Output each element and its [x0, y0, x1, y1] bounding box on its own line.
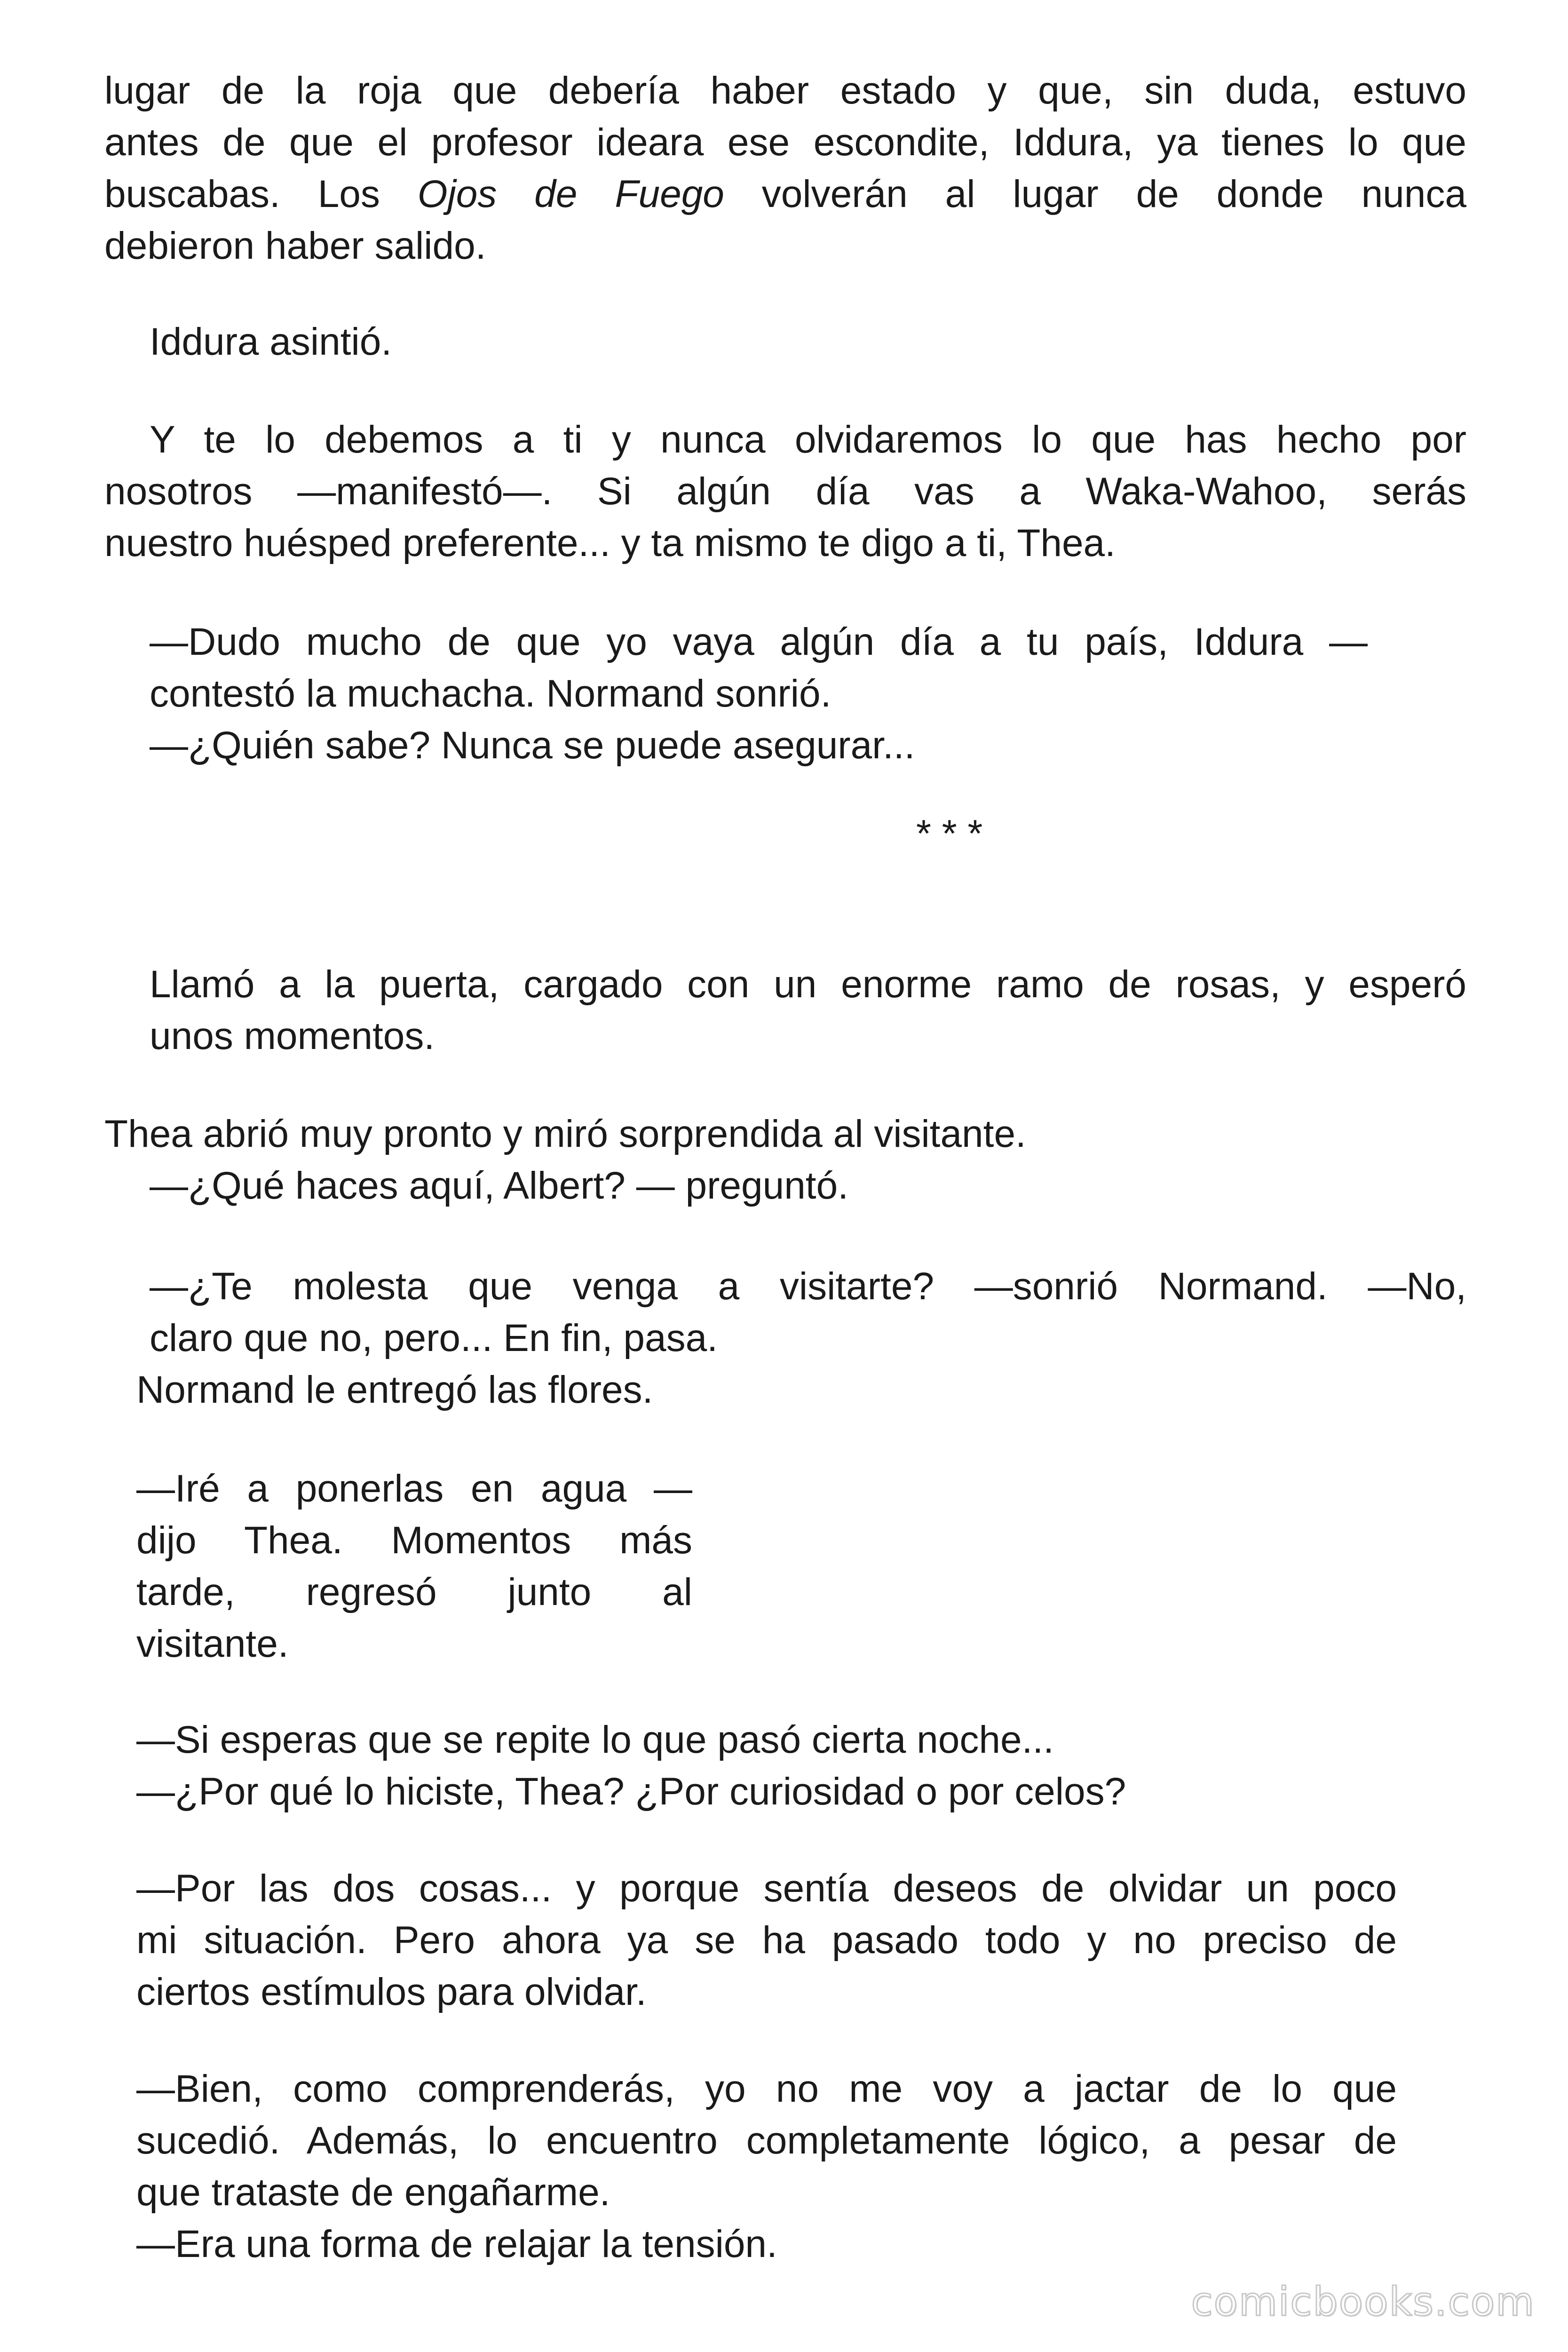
text-line: ciertos estímulos para olvidar. — [136, 1971, 647, 2013]
text-line: visitante. — [136, 1622, 289, 1665]
text-line — [104, 168, 1466, 220]
italic-title: Ojos de Fuego — [417, 173, 724, 215]
text-line: nuestro huésped preferente... y ta mismo te digo a ti, Thea. — [104, 522, 1116, 564]
paragraph-9 — [136, 1714, 1126, 1818]
paragraph-11 — [136, 2063, 1397, 2270]
text-line: —Por las dos cosas... y porque sentía deseos de olvidar un poco — [136, 1867, 1397, 1910]
text-line: Llamó a la puerta, cargado con un enorme ramo de rosas, y esperó — [150, 963, 1466, 1006]
text-line: Thea abrió muy pronto y miró sorprendida al visitante. — [104, 1112, 1026, 1155]
text-line: —Si esperas que se repite lo que pasó cierta noche... — [136, 1718, 1054, 1761]
text-fragment: volverán al lugar de donde nunca — [724, 173, 1466, 215]
text-line: Normand le entregó las flores. — [136, 1368, 653, 1411]
text-line: —¿Te molesta que venga a visitarte? —sonrió Normand. —No, — [150, 1265, 1466, 1308]
watermark-logo: comicbooks.com — [1191, 2279, 1535, 2325]
text-line: dijo Thea. Momentos más — [136, 1519, 692, 1562]
paragraph-8 — [136, 1463, 692, 1670]
text-line: unos momentos. — [150, 1015, 435, 1057]
paragraph-7 — [136, 1261, 1466, 1416]
paragraph-6 — [104, 1108, 1026, 1212]
text-line: contestó la muchacha. Normand sonrió. — [150, 672, 832, 715]
text-line: claro que no, pero... En fin, pasa. — [150, 1317, 718, 1359]
text-line: —Bien, como comprenderás, yo no me voy a jactar de lo que — [136, 2067, 1397, 2110]
text-line: nosotros —manifestó—. Si algún día vas a Waka-Wahoo, serás — [104, 470, 1466, 513]
text-line: tarde, regresó junto al — [136, 1571, 692, 1613]
section-separator — [916, 808, 982, 860]
separator-asterisks: * * * — [916, 812, 983, 855]
text-line: debieron haber salido. — [104, 224, 486, 267]
text-line: —Iré a ponerlas en agua — — [136, 1467, 692, 1510]
text-line: antes de que el profesor ideara ese escondite, Iddura, ya tienes lo que — [104, 121, 1466, 164]
text-line: —¿Por qué lo hiciste, Thea? ¿Por curiosidad o por celos? — [136, 1770, 1126, 1813]
text-fragment: buscabas. Los — [104, 173, 418, 215]
text-line: Iddura asintió. — [150, 320, 392, 363]
text-line: Y te lo debemos a ti y nunca olvidaremos lo que has hecho por — [150, 418, 1466, 461]
paragraph-3 — [104, 414, 1466, 569]
text-line: —¿Qué haces aquí, Albert? — preguntó. — [150, 1164, 848, 1207]
paragraph-2 — [150, 316, 392, 368]
text-line: sucedió. Además, lo encuentro completamente lógico, a pesar de — [136, 2119, 1397, 2162]
text-line: —Dudo mucho de que yo vaya algún día a tu país, Iddura — — [150, 620, 1368, 663]
text-line: —¿Quién sabe? Nunca se puede asegurar... — [150, 724, 915, 767]
text-line: —Era una forma de relajar la tensión. — [136, 2223, 777, 2265]
paragraph-10 — [136, 1863, 1397, 2018]
text-line: mi situación. Pero ahora ya se ha pasado todo y no preciso de — [136, 1919, 1397, 1962]
text-line: lugar de la roja que debería haber estado y que, sin duda, estuvo — [104, 69, 1466, 112]
paragraph-5 — [150, 959, 1466, 1062]
text-line: que trataste de engañarme. — [136, 2171, 610, 2214]
paragraph-4 — [150, 616, 1368, 771]
paragraph-1 — [104, 65, 1466, 272]
